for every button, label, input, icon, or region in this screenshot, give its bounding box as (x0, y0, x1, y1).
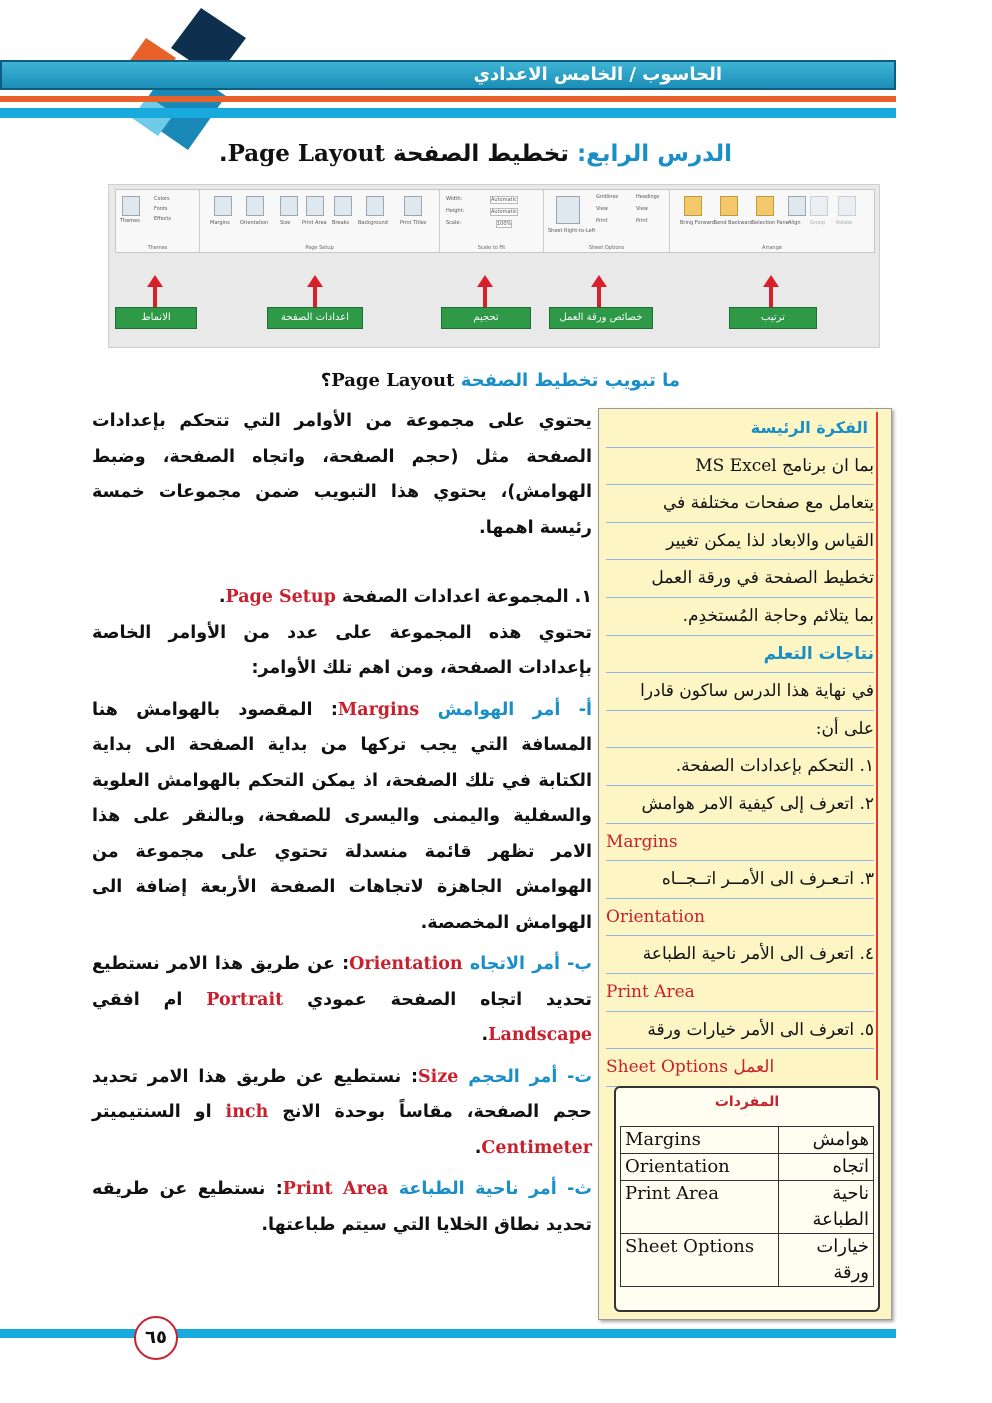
cmd-print-area-label: Print Area (302, 220, 327, 226)
group1-heading (92, 580, 592, 616)
question-end: ؟ (320, 370, 332, 391)
group-name-sheet-options: Sheet Options (588, 245, 625, 251)
intro-paragraph: يحتوي على مجموعة من الأوامر التي تتحكم بإعدادات الصفحة مثل (حجم الصفحة، واتجاه الصفحة، وضبط الهوامش)، يحتوي هذا التبويب ضمن مجموعات خمسة رئيسة اهمها. (92, 411, 592, 538)
item-landscape-en: Landscape (488, 1025, 592, 1045)
outcome-en: العمل Sheet Options (606, 1049, 874, 1087)
outcome-en: Margins (606, 824, 874, 862)
background-icon[interactable] (366, 196, 384, 216)
rotate-icon[interactable] (838, 196, 856, 216)
cmd-send-backward-label: Send Backward (714, 220, 753, 226)
group-name-themes: Themes (147, 245, 168, 251)
vocab-en: Margins (621, 1127, 779, 1154)
sidebar-text (606, 410, 874, 1087)
cmd-gridlines-label: Gridlines (596, 194, 619, 200)
ribbon-group-page-setup (200, 190, 440, 252)
item-orientation-text1: : عن طريق هذا الامر نستطيع تحديد اتجاه الصفحة عمودي (92, 954, 592, 1010)
arrow-shaft (483, 287, 487, 307)
scale-input[interactable]: 100% (497, 221, 512, 227)
vocab-ar-cell (779, 1234, 874, 1287)
question-en: Page Layout (331, 370, 455, 391)
outcome-item (606, 748, 874, 786)
section-question (321, 370, 680, 391)
outcome-text: التحكم بإعدادات الصفحة. (675, 756, 855, 777)
callout-scale: تحجيم (441, 307, 531, 329)
callout-sheet-options: خصائص ورقة العمل (549, 307, 653, 329)
item-size (92, 1060, 592, 1167)
lesson-title-end: . (218, 141, 228, 167)
item-centimeter-en: Centimeter (481, 1137, 592, 1158)
item-inch-en: inch (225, 1102, 269, 1122)
cmd-margins-label: Margins (210, 220, 230, 226)
item-orientation-en: Orientation (349, 954, 463, 974)
item-print-area-label: ث- أمر ناحية الطباعة (398, 1179, 593, 1199)
lesson-title-en: Page Layout (227, 140, 385, 167)
group-name-scale: Scale to Fit (477, 245, 506, 251)
outcome-item (606, 786, 874, 824)
outcome-item (606, 1012, 874, 1050)
arrow-up-icon (147, 275, 163, 287)
main-idea-line: بما يتلائم وحاجة المُستخدِم. (606, 598, 874, 636)
main-idea-line: تخطيط الصفحة في ورقة العمل (606, 560, 874, 598)
cmd-headings-label: Headings (636, 194, 660, 200)
vocabulary-title: المفردات (714, 1094, 780, 1110)
outcomes-intro-line: في نهاية هذا الدرس ساكون قادرا (606, 673, 874, 711)
vocab-ar-cell (779, 1181, 874, 1234)
question-prefix: ما تبويب تخطيط الصفحة (460, 370, 680, 391)
cmd-colors-label[interactable]: Colors (154, 196, 170, 202)
selection-pane-icon[interactable] (756, 196, 774, 216)
item-size-text1: : نستطيع عن طريق هذا الامر تحديد حجم الصفحة، مقاساً بوحدة الانج (92, 1066, 593, 1122)
group1-title-ar: ١. المجموعة اعدادات الصفحة (341, 587, 592, 607)
cmd-rotate-label: Rotate (836, 220, 853, 226)
item-size-en: Size (418, 1066, 459, 1087)
callout-page-setup: اعدادات الصفحة (267, 307, 363, 329)
group-icon[interactable] (810, 196, 828, 216)
vocab-ar: هوامش (779, 1127, 874, 1154)
cmd-size-label: Size (280, 220, 291, 226)
outcome-text: اتعرف الى الأمر ناحية الطباعة (642, 944, 855, 965)
outcome-text: اتعرف الى الأمر خيارات ورقة (647, 1019, 855, 1040)
size-icon[interactable] (280, 196, 298, 216)
item-print-area (92, 1172, 592, 1243)
arrow-shaft (153, 287, 157, 307)
outcome-number: ٣. (859, 869, 874, 890)
outcome-number: ٥. (859, 1019, 874, 1040)
outcome-text: اتعرف إلى كيفية الامر هوامش (641, 793, 855, 814)
main-idea-line: يتعامل مع صفحات مختلفة في (606, 485, 874, 523)
item-print-area-text: : نستطيع عن طريقه تحديد نطاق الخلايا التي سيتم طباعتها. (92, 1179, 592, 1235)
table-row (621, 1181, 874, 1234)
table-row (621, 1154, 874, 1181)
table-row (621, 1127, 874, 1154)
outcome-number: ١. (859, 756, 874, 777)
cmd-align-label: Align (788, 220, 801, 226)
lesson-title (219, 140, 732, 167)
group-name-arrange: Arrange (762, 245, 782, 251)
vocab-ar: خيارات (816, 1236, 869, 1257)
group-name-page-setup: Page Setup (305, 245, 334, 251)
cmd-effects-label[interactable]: Effects (154, 216, 171, 222)
outcome-number: ٤. (859, 944, 874, 965)
cmd-breaks-label: Breaks (332, 220, 350, 226)
ribbon-group-arrange (670, 190, 874, 252)
cmd-fonts-label[interactable]: Fonts (154, 206, 168, 212)
group1-description: تحتوي هذه المجموعة على عدد من الأوامر الخاصة بإعدادات الصفحة، ومن اهم تلك الأوامر: (92, 622, 592, 678)
item-print-area-en: Print Area (282, 1179, 389, 1199)
item-size-period: . (474, 1137, 482, 1158)
main-text-column (92, 404, 592, 1243)
vocab-ar: الطباعة (812, 1209, 869, 1230)
gridlines-view-check[interactable]: View (596, 206, 608, 212)
item-orientation-period: . (481, 1025, 489, 1045)
group1-period: . (218, 587, 226, 607)
outcome-en: Print Area (606, 974, 874, 1012)
width-select[interactable]: Automatic (491, 197, 517, 203)
cmd-orientation-label: Orientation (240, 220, 269, 226)
headings-view-check[interactable]: View (636, 206, 648, 212)
themes-icon[interactable] (122, 196, 140, 216)
item-size-text2: او السنتيميتر (92, 1102, 212, 1122)
cmd-bring-forward-label: Bring Forward (680, 220, 715, 226)
lesson-title-ar: تخطيط الصفحة (393, 141, 569, 167)
header-blue-line (0, 108, 896, 118)
arrow-shaft (597, 287, 601, 307)
cmd-group-label: Group (810, 220, 826, 226)
item-orientation-text2: ام افقي (92, 989, 183, 1010)
print-titles-icon[interactable] (404, 196, 422, 216)
lesson-prefix: الدرس الرابع: (576, 141, 732, 167)
cmd-sheet-rtl-label: Sheet Right-to-Left (548, 228, 596, 234)
item-margins-en: Margins (337, 699, 420, 720)
callout-arrange: ترتيب (729, 307, 817, 329)
sheet-rtl-icon[interactable] (556, 196, 580, 224)
breaks-icon[interactable] (334, 196, 352, 216)
arrow-shaft (313, 287, 317, 307)
main-idea-line: القياس والابعاد لذا يمكن تغيير (606, 523, 874, 561)
cmd-themes-label: Themes (120, 218, 140, 224)
item-size-label: ت- أمر الحجم (468, 1066, 592, 1087)
item-margins (92, 693, 592, 942)
outcome-en: Orientation (606, 899, 874, 937)
outcomes-intro-line: على أن: (606, 711, 874, 749)
cmd-scale-label: Scale: (446, 220, 462, 226)
outcome-number: ٢. (859, 793, 874, 814)
ribbon-group-scale (440, 190, 544, 252)
vocab-ar: ناحية (832, 1183, 869, 1204)
cmd-selection-pane-label: Selection Pane (752, 220, 789, 226)
bring-forward-icon[interactable] (684, 196, 702, 216)
outcomes-title: نتاجات التعلم (606, 636, 874, 674)
ribbon-group-themes (116, 190, 200, 252)
vocab-en: Print Area (621, 1181, 779, 1234)
ribbon-screenshot (108, 184, 880, 348)
print-area-icon[interactable] (306, 196, 324, 216)
item-orientation-label: ب- أمر الاتجاه (469, 954, 592, 974)
vocabulary-table (620, 1126, 874, 1287)
arrow-up-icon (307, 275, 323, 287)
send-backward-icon[interactable] (720, 196, 738, 216)
align-icon[interactable] (788, 196, 806, 216)
outcome-item (606, 936, 874, 974)
arrow-shaft (769, 287, 773, 307)
vocab-en: Sheet Options (621, 1234, 779, 1287)
table-row (621, 1234, 874, 1287)
item-orientation (92, 947, 592, 1054)
sidebar-margin-rule (876, 412, 878, 1080)
arrow-up-icon (763, 275, 779, 287)
group1-title-en: Page Setup (225, 587, 336, 607)
main-idea-title: الفكرة الرئيسة (606, 410, 874, 448)
arrow-up-icon (591, 275, 607, 287)
ribbon-bar (115, 189, 875, 253)
page-number: ٦٥ (134, 1316, 178, 1360)
vocab-en: Orientation (621, 1154, 779, 1181)
orientation-icon[interactable] (246, 196, 264, 216)
cmd-height-label: Height: (446, 208, 465, 214)
cmd-background-label: Background (358, 220, 388, 226)
header-orange-line (0, 96, 896, 102)
outcome-text: اتـعـرف الى الأمــر اتــجــاه (661, 869, 855, 890)
cmd-print-titles-label: Print Titles (400, 220, 427, 226)
outcome-item (606, 861, 874, 899)
gridlines-print-check[interactable]: Print (596, 218, 608, 224)
arrow-up-icon (477, 275, 493, 287)
vocabulary-box (614, 1086, 880, 1312)
cmd-width-label: Width: (446, 196, 463, 202)
height-select[interactable]: Automatic (491, 209, 517, 215)
headings-print-check[interactable]: Print (636, 218, 648, 224)
item-margins-label: أ- أمر الهوامش (437, 699, 593, 720)
main-idea-line: بما ان برنامج MS Excel (606, 448, 874, 486)
ribbon-group-sheet-options (544, 190, 670, 252)
header-band (0, 60, 896, 90)
margins-icon[interactable] (214, 196, 232, 216)
vocab-ar: ورقة (833, 1262, 869, 1283)
header-title: الحاسوب / الخامس الاعدادي (473, 64, 722, 85)
item-portrait-en: Portrait (206, 989, 284, 1010)
vocab-ar: اتجاه (779, 1154, 874, 1181)
item-margins-text: : المقصود بالهوامش هنا المسافة التي يجب تركها من بداية الصفحة الى بداية الكتابة في تلك الصفحة، اذ يمكن التحكم بالهوامش العلوية والسفلية واليمنى واليسرى للصفحة، وبالنقر على هذا الامر تظهر قائمة منسدلة تحتوي على مجموعة من الهوامش الجاهزة لاتجاهات الصفحة الأربعة إضافة الى الهوامش المخصصة. (92, 699, 592, 933)
callout-themes: الانماط (115, 307, 197, 329)
